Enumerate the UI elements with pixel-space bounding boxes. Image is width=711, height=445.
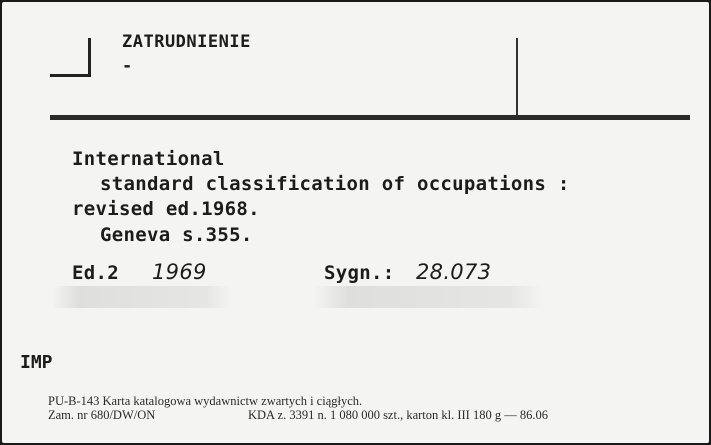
entry-author: International bbox=[72, 148, 225, 170]
catalog-card bbox=[2, 2, 709, 443]
entry-imprint: Geneva s.355. bbox=[100, 224, 253, 246]
subject-dash: - bbox=[122, 56, 133, 76]
print-info-line1: PU-B-143 Karta katalogowa wydawnictw zwartych i ciągłych. bbox=[48, 394, 363, 408]
print-info-order: Zam. nr 680/DW/ON bbox=[48, 408, 156, 422]
horizontal-rule bbox=[50, 115, 690, 120]
print-info-run: KDA z. 3391 n. 1 080 000 szt., karton kl. III 180 g — 86.06 bbox=[248, 408, 548, 422]
vertical-divider bbox=[516, 38, 518, 116]
sygnature-label: Sygn.: bbox=[324, 262, 395, 284]
corner-bracket-mark bbox=[50, 38, 91, 77]
subject-heading: ZATRUDNIENIE bbox=[122, 32, 251, 52]
erased-smudge-left bbox=[52, 286, 232, 308]
entry-title: standard classification of occupations : bbox=[100, 173, 570, 195]
entry-edition: revised ed.1968. bbox=[72, 198, 260, 220]
edition-label: Ed.2 bbox=[72, 262, 119, 284]
erased-smudge-right bbox=[314, 286, 544, 308]
sygnature-value: 28.073 bbox=[416, 260, 492, 284]
edition-year: 1969 bbox=[152, 260, 207, 284]
imp-stamp: IMP bbox=[20, 352, 53, 373]
